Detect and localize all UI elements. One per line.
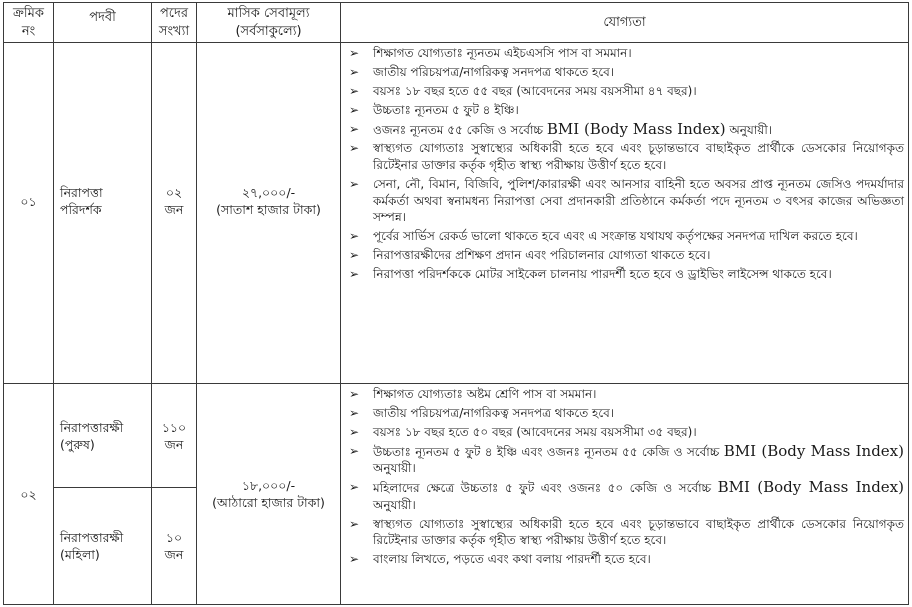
- row2-post-female-line1: নিরাপত্তারক্ষী: [60, 530, 124, 545]
- row1-post-title-line2: পরিদর্শক: [60, 202, 102, 217]
- header-salary-line2: (সর্বসাকুল্যে): [235, 23, 302, 39]
- list-item: ➢ জাতীয় পরিচয়পত্র/নাগরিকত্ব সনদপত্র থাকতে হবে।: [349, 64, 615, 79]
- header-serial: [4, 3, 53, 42]
- row1-salary-words: (সাতাশ হাজার টাকা): [216, 202, 321, 217]
- bullet-arrow-icon: ➢: [349, 229, 360, 244]
- bullet-arrow-icon: ➢: [349, 552, 360, 567]
- header-post: [54, 3, 151, 33]
- header-post-label: পদবী: [89, 10, 116, 25]
- bullet-arrow-icon: ➢: [349, 121, 360, 136]
- row2-salary-amount: ১৮,০০০/-: [241, 478, 296, 493]
- list-item: ➢ জাতীয় পরিচয়পত্র/নাগরিকত্ব সনদপত্র থাকতে হবে।: [349, 405, 615, 420]
- bullet-arrow-icon: ➢: [349, 176, 360, 191]
- bullet-arrow-icon: ➢: [349, 443, 360, 458]
- row1-serial-value: ০১: [20, 193, 37, 209]
- row1-salary-amount: ২৭,০০০/-: [241, 185, 296, 200]
- list-item: ➢ সেনা, নৌ, বিমান, বিজিবি, পুলিশ/কারারক্ষী এবং আনসার বাহিনী হতে অবসর প্রাপ্ত ন্যূনতম জেসিও পদমর্যাদার কর্মকর্তা অথবা স্বনামধন্য নিরাপত্তা সেবা প্রদানকারী প্রতিষ্ঠানে কর্মকর্তা পদে ন্যূনতম ৩ বৎসর কাজের অভিজ্ঞতা সম্পন্ন।: [349, 176, 904, 225]
- row2-post-female-line2: (মহিলা): [60, 547, 100, 562]
- header-count-line2: সংখ্যা: [158, 23, 190, 39]
- row2-count-female-line1: ১০: [165, 530, 183, 545]
- row2-post-male-line1: নিরাপত্তারক্ষী: [60, 419, 124, 435]
- bullet-arrow-icon: ➢: [349, 405, 360, 420]
- list-item: ➢ পূর্বের সার্ভিস রেকর্ড ভালো থাকতে হবে এবং এ সংক্রান্ত যথাযথ কর্তৃপক্ষের সনদপত্র দাখিল করতে হবে।: [349, 229, 858, 244]
- row1-salary: [197, 43, 340, 383]
- bullet-arrow-icon: ➢: [349, 266, 360, 281]
- bullet-arrow-icon: ➢: [349, 387, 360, 401]
- row2-qualification-list: [341, 386, 908, 570]
- row1-count: [152, 43, 196, 383]
- header-qualification: [341, 3, 908, 42]
- row2-count-male-line1: ১১০: [161, 419, 187, 435]
- bullet-arrow-icon: ➢: [349, 141, 360, 156]
- list-item: ➢ বয়সঃ ১৮ বছর হতে ৫৫ বছর (আবেদনের সময় বয়সসীমা ৪৭ বছর)।: [349, 83, 697, 98]
- list-item: ➢ শিক্ষাগত যোগ্যতাঃ ন্যূনতম এইচএসসি পাস বা সমমান।: [349, 46, 632, 60]
- row2-salary: [197, 384, 340, 604]
- row2-serial-value: ০২: [20, 486, 37, 502]
- header-count-line1: পদের: [159, 5, 189, 21]
- list-item: ➢ মহিলাদের ক্ষেত্রে উচ্চতাঃ ৫ ফুট এবং ওজনঃ ৫০ কেজি ও সর্বোচ্চ BMI (Body Mass Index) অনুযায়ী।: [349, 478, 904, 512]
- row2-salary-words: (আঠারো হাজার টাকা): [212, 495, 325, 510]
- job-requirements-table: [3, 2, 909, 605]
- row2-count-female: [152, 488, 196, 604]
- row2-post-male-line2: (পুরুষ): [60, 436, 95, 452]
- bullet-arrow-icon: ➢: [349, 102, 360, 117]
- list-item: ➢ স্বাস্থ্যগত যোগ্যতাঃ সুস্বাস্থ্যের অধিকারী হতে হবে এবং চূড়ান্তভাবে বাছাইকৃত প্রার্থীকে ডেসকোর নিয়োগকৃত রিটেইনার ডাক্তার কর্তৃক গৃহীত স্বাস্থ্য পরীক্ষায় উত্তীর্ণ হতে হবে।: [349, 516, 904, 548]
- header-serial-line2: নং: [21, 23, 36, 39]
- bullet-arrow-icon: ➢: [349, 46, 360, 60]
- list-item: ➢ উচ্চতাঃ ন্যূনতম ৫ ফুট ৪ ইঞ্চি এবং ওজনঃ ন্যূনতম ৫৫ কেজি ও সর্বোচ্চ BMI (Body Mass Index) অনুযায়ী।: [349, 441, 904, 476]
- header-count: [152, 3, 196, 42]
- table-border-bottom: [3, 604, 909, 605]
- row1-count-line1: ০২: [165, 185, 183, 200]
- row1-count-line2: জন: [164, 202, 184, 217]
- row1-post-title-line1: নিরাপত্তা: [60, 185, 103, 200]
- header-salary: [197, 3, 340, 42]
- bullet-arrow-icon: ➢: [349, 83, 360, 98]
- list-item: ➢ ওজনঃ ন্যূনতম ৫৫ কেজি ও সর্বোচ্চ BMI (Body Mass Index) অনুযায়ী।: [349, 119, 773, 138]
- bullet-arrow-icon: ➢: [349, 480, 360, 495]
- row2-count-male: [152, 384, 196, 487]
- list-item: ➢ নিরাপত্তারক্ষীদের প্রশিক্ষণ প্রদান এবং পরিচালনার যোগ্যতা থাকতে হবে।: [349, 247, 711, 262]
- row1-qualification-list: [341, 45, 908, 285]
- row1-post: [54, 43, 151, 383]
- row1-serial: [4, 43, 53, 383]
- list-item: ➢ স্বাস্থ্যগত যোগ্যতাঃ সুস্বাস্থ্যের অধিকারী হতে হবে এবং চূড়ান্তভাবে বাছাইকৃত প্রার্থীকে ডেসকোর নিয়োগকৃত রিটেইনার ডাক্তার কর্তৃক গৃহীত স্বাস্থ্য পরীক্ষায় উত্তীর্ণ হতে হবে।: [349, 141, 904, 173]
- list-item: ➢ শিক্ষাগত যোগ্যতাঃ অষ্টম শ্রেণি পাস বা সমমান।: [349, 387, 597, 401]
- bullet-arrow-icon: ➢: [349, 424, 360, 439]
- header-qualification-label: যোগ্যতা: [603, 14, 646, 30]
- row2-post-female: [54, 488, 151, 604]
- row2-post-male: [54, 384, 151, 487]
- row2-count-male-line2: জন: [164, 436, 184, 452]
- list-item: ➢ উচ্চতাঃ ন্যূনতম ৫ ফুট ৪ ইঞ্চি।: [349, 102, 519, 117]
- bullet-arrow-icon: ➢: [349, 247, 360, 262]
- header-salary-line1: মাসিক সেবামূল্য: [227, 5, 310, 21]
- table-border-right: [908, 2, 909, 605]
- list-item: ➢ বয়সঃ ১৮ বছর হতে ৫০ বছর (আবেদনের সময় বয়সসীমা ৩৫ বছর)।: [349, 424, 697, 439]
- bullet-arrow-icon: ➢: [349, 516, 360, 531]
- row2-serial: [4, 384, 53, 604]
- bullet-arrow-icon: ➢: [349, 64, 360, 79]
- header-serial-line1: ক্রমিক: [13, 5, 44, 21]
- list-item: ➢ নিরাপত্তা পরিদর্শককে মোটর সাইকেল চালনায় পারদর্শী হতে হবে ও ড্রাইভিং লাইসেন্স থাকতে হবে।: [349, 266, 832, 281]
- row2-count-female-line2: জন: [164, 547, 184, 562]
- list-item: ➢ বাংলায় লিখতে, পড়তে এবং কথা বলায় পারদর্শী হতে হবে।: [349, 552, 651, 567]
